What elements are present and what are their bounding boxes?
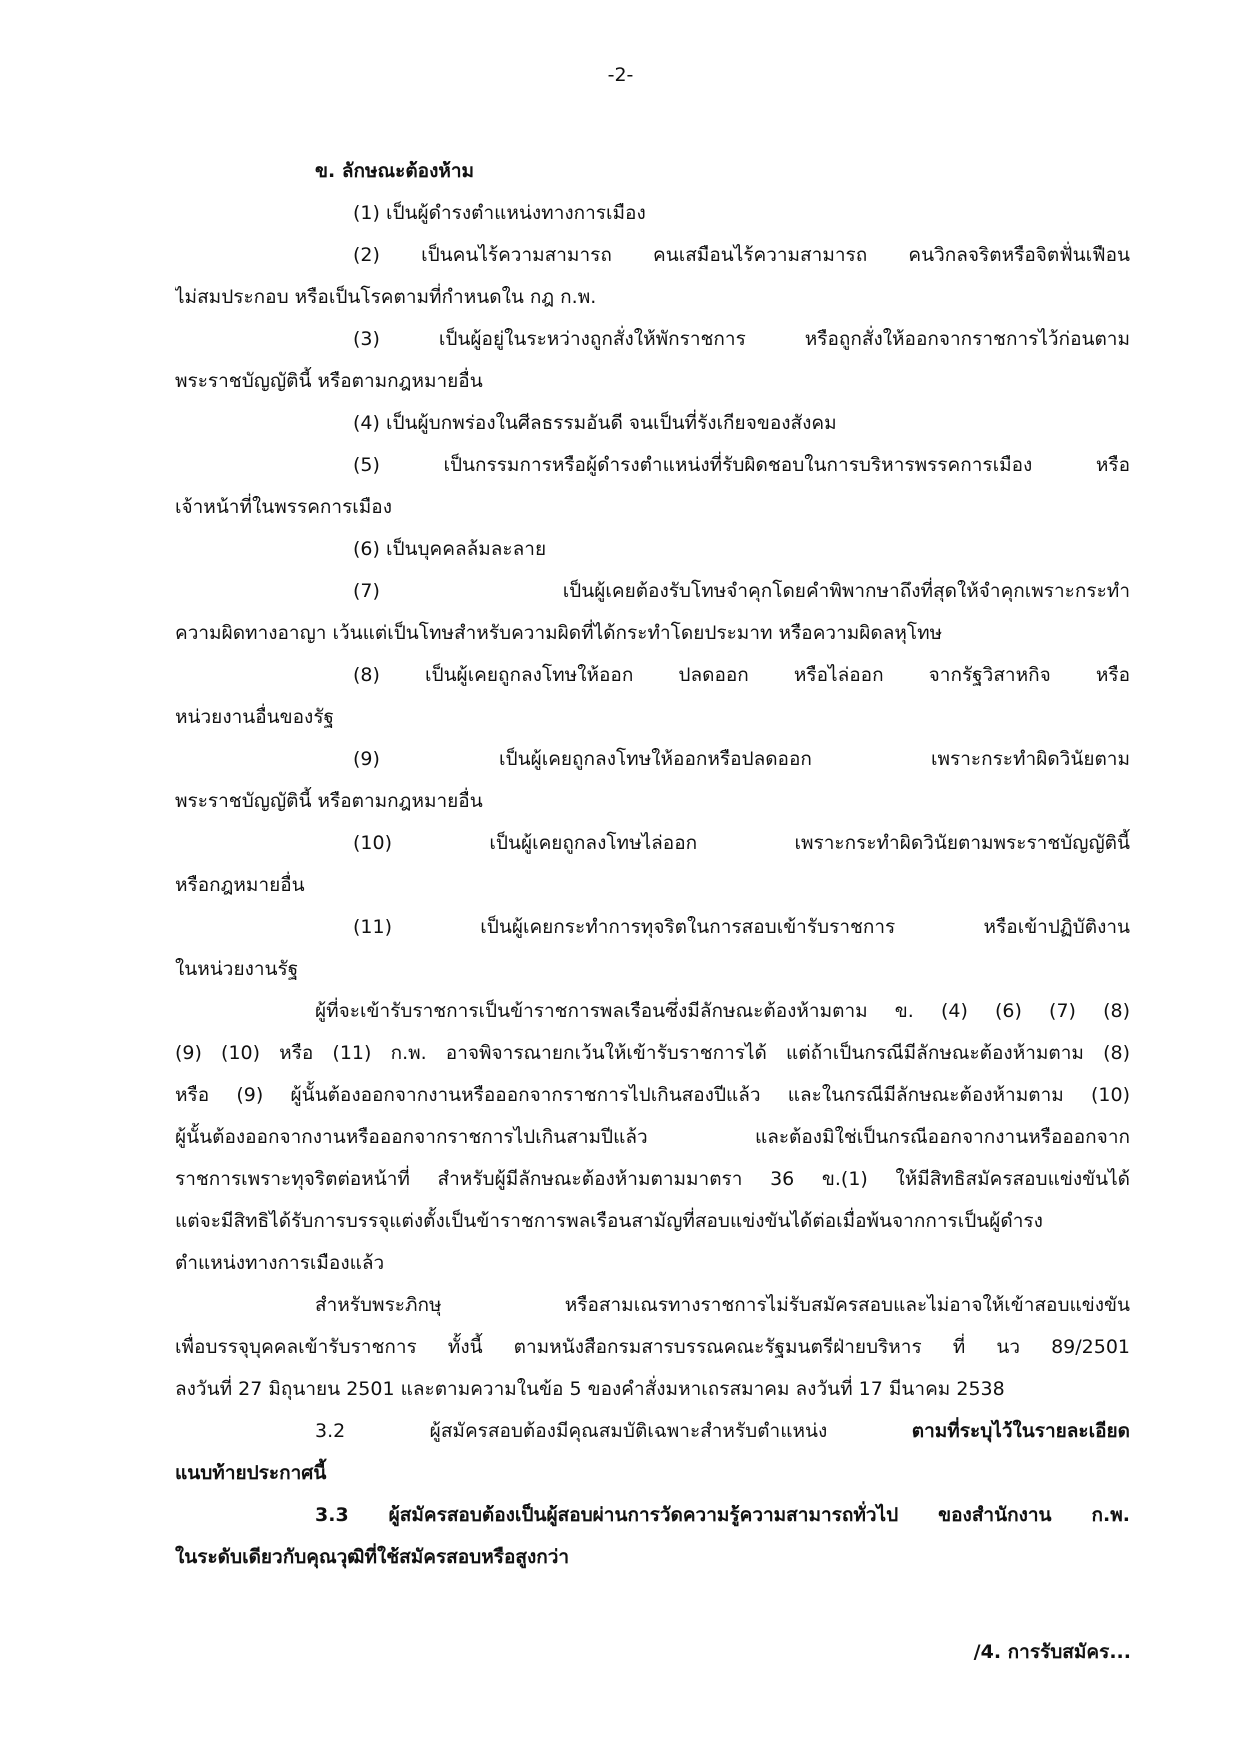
paragraph-line: (7) เป็นผู้เคยต้องรับโทษจำคุกโดยคำพิพากษาถึงที่สุดให้จำคุกเพราะกระทำ [353, 580, 1130, 602]
item-3-3-line: 3.3 ผู้สมัครสอบต้องเป็นผู้สอบผ่านการวัดความรู้ความสามารถทั่วไป ของสำนักงาน ก.พ. [315, 1504, 1130, 1526]
paragraph-line: สำหรับพระภิกษุ หรือสามเณรทางราชการไม่รับสมัครสอบและไม่อาจให้เข้าสอบแข่งขัน [315, 1294, 1130, 1316]
paragraph-line: ในหน่วยงานรัฐ [175, 958, 299, 980]
item-3-2-line [175, 1410, 1130, 1452]
paragraph-line: (4) เป็นผู้บกพร่องในศีลธรรมอันดี จนเป็นที่รังเกียจของสังคม [353, 412, 837, 434]
paragraph-line: (6) เป็นบุคคลล้มละลาย [353, 538, 547, 560]
paragraph-line: หน่วยงานอื่นของรัฐ [175, 706, 335, 728]
paragraph-line: แต่จะมีสิทธิได้รับการบรรจุแต่งตั้งเป็นข้าราชการพลเรือนสามัญที่สอบแข่งขันได้ต่อเมื่อพ้นจากการเป็นผู้ดำรง [175, 1210, 1043, 1232]
paragraph-line: เจ้าหน้าที่ในพรรคการเมือง [175, 496, 392, 518]
item-3-2-prefix: 3.2 ผู้สมัครสอบต้องมีคุณสมบัติเฉพาะสำหรับตำแหน่ง [315, 1420, 912, 1442]
paragraph-line: ราชการเพราะทุจริตต่อหน้าที่ สำหรับผู้มีลักษณะต้องห้ามตามมาตรา 36 ข.(1) ให้มีสิทธิสมัครสอบแข่งขันได้ [175, 1168, 1130, 1190]
paragraph-line: หรือ (9) ผู้นั้นต้องออกจากงานหรือออกจากราชการไปเกินสองปีแล้ว และในกรณีมีลักษณะต้องห้ามตาม (10) [175, 1084, 1130, 1106]
paragraph-line: (5) เป็นกรรมการหรือผู้ดำรงตำแหน่งที่รับผิดชอบในการบริหารพรรคการเมือง หรือ [353, 454, 1130, 476]
item-3-2-line2: แนบท้ายประกาศนี้ [175, 1462, 327, 1484]
paragraph-line: เพื่อบรรจุบุคคลเข้ารับราชการ ทั้งนี้ ตามหนังสือกรมสารบรรณคณะรัฐมนตรีฝ่ายบริหาร ที่ นว 89/2501 [175, 1336, 1130, 1358]
paragraph-line: ความผิดทางอาญา เว้นแต่เป็นโทษสำหรับความผิดที่ได้กระทำโดยประมาท หรือความผิดลหุโทษ [175, 622, 943, 644]
continuation-marker: /4. การรับสมัคร... [973, 1641, 1131, 1663]
paragraph-line: พระราชบัญญัตินี้ หรือตามกฎหมายอื่น [175, 370, 483, 392]
paragraph-line: (9) (10) หรือ (11) ก.พ. อาจพิจารณายกเว้นให้เข้ารับราชการได้ แต่ถ้าเป็นกรณีมีลักษณะต้องห้ามตาม (8) [175, 1042, 1130, 1064]
paragraph-line: ตำแหน่งทางการเมืองแล้ว [175, 1252, 385, 1274]
paragraph-line: พระราชบัญญัตินี้ หรือตามกฎหมายอื่น [175, 790, 483, 812]
document-body [175, 150, 1130, 1578]
paragraph-line: ลงวันที่ 27 มิถุนายน 2501 และตามความในข้อ 5 ของคำสั่งมหาเถรสมาคม ลงวันที่ 17 มีนาคม 2538 [175, 1378, 1005, 1400]
paragraph-line: (10) เป็นผู้เคยถูกลงโทษไล่ออก เพราะกระทำผิดวินัยตามพระราชบัญญัตินี้ [353, 832, 1130, 854]
item-3-3-line2: ในระดับเดียวกับคุณวุฒิที่ใช้สมัครสอบหรือสูงกว่า [175, 1546, 570, 1568]
paragraph-line: ไม่สมประกอบ หรือเป็นโรคตามที่กำหนดใน กฎ ก.พ. [175, 286, 597, 308]
paragraph-line: (1) เป็นผู้ดำรงตำแหน่งทางการเมือง [353, 202, 646, 224]
paragraph-line: (3) เป็นผู้อยู่ในระหว่างถูกสั่งให้พักราชการ หรือถูกสั่งให้ออกจากราชการไว้ก่อนตาม [353, 328, 1130, 350]
paragraph-line: (11) เป็นผู้เคยกระทำการทุจริตในการสอบเข้ารับราชการ หรือเข้าปฏิบัติงาน [353, 916, 1130, 938]
paragraph-line: (2) เป็นคนไร้ความสามารถ คนเสมือนไร้ความสามารถ คนวิกลจริตหรือจิตฟั่นเฟือน [353, 244, 1130, 266]
paragraph-line: (8) เป็นผู้เคยถูกลงโทษให้ออก ปลดออก หรือไล่ออก จากรัฐวิสาหกิจ หรือ [353, 664, 1130, 686]
paragraph-line: ผู้ที่จะเข้ารับราชการเป็นข้าราชการพลเรือนซึ่งมีลักษณะต้องห้ามตาม ข. (4) (6) (7) (8) [315, 1000, 1130, 1022]
paragraph-line: (9) เป็นผู้เคยถูกลงโทษให้ออกหรือปลดออก เพราะกระทำผิดวินัยตาม [353, 748, 1130, 770]
paragraph-line: ผู้นั้นต้องออกจากงานหรือออกจากราชการไปเกินสามปีแล้ว และต้องมิใช่เป็นกรณีออกจากงานหรือออกจาก [175, 1126, 1130, 1148]
item-3-2-bold: ตามที่ระบุไว้ในรายละเอียด [911, 1420, 1130, 1442]
page-number: -2- [607, 64, 634, 86]
paragraph-line: หรือกฎหมายอื่น [175, 874, 305, 896]
section-heading: ข. ลักษณะต้องห้าม [315, 160, 475, 182]
